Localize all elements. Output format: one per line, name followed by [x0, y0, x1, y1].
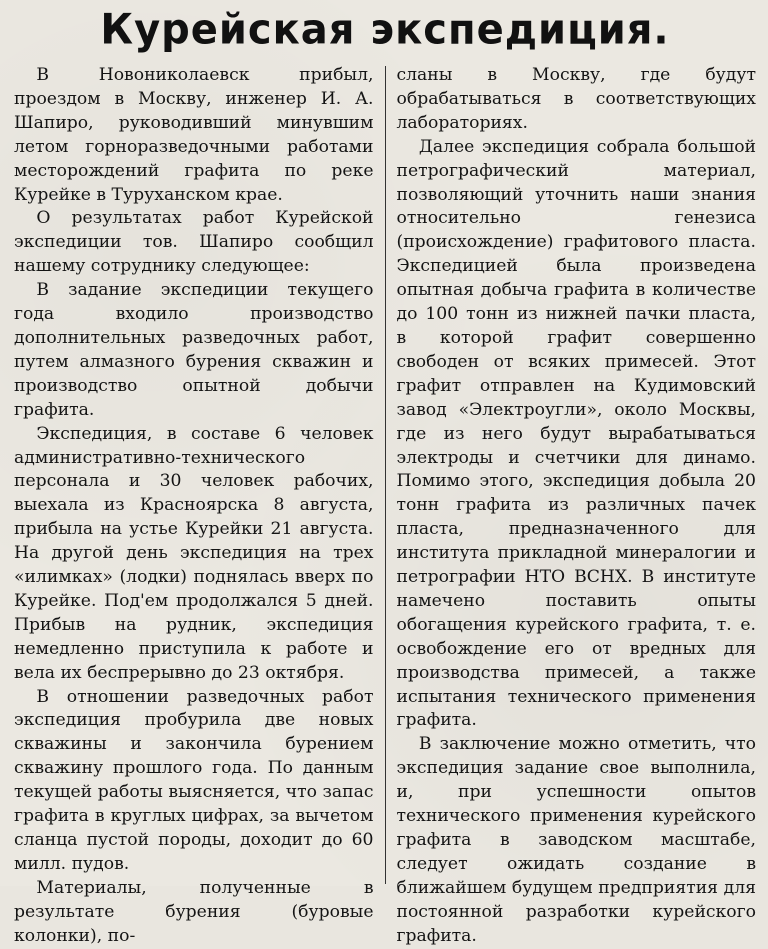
paragraph: Материалы, полученные в результате бурения (буровые колонки), по- [14, 877, 374, 946]
column-divider [385, 66, 386, 884]
article-headline: Курейская экспедиция. [100, 5, 670, 55]
paragraph: В Новониколаевск прибыл, проездом в Москву, инженер И. А. Шапиро, руководивший минувшим летом горноразведочными работами месторождений графита по реке Курейке в Туруханском крае. [14, 65, 374, 205]
paragraph: В задание экспедиции текущего года входило производство дополнительных разведочных работ, путем алмазного бурения скважин и производство опытной добычи графита. [14, 280, 374, 420]
paragraph: Далее экспедиция собрала большой петрографический материал, позволяющий уточнить наши знания относительно генезиса (происхождение) графитового пласта. Экспедицией была произведена опытная добыча графита в количестве до 100 тонн из нижней пачки пласта, в которой графит совершенно свободен от всяких примесей. Этот графит отправлен на Кудимовский завод «Электроугли», около Москвы, где из него будут вырабатываться электроды и счетчики для динамо. Помимо этого, экспедиция добыла 20 тонн графита из различных пачек пласта, предназначенного для института прикладной минералогии и петрографии НТО ВСНХ. В институте намечено поставить опыты обогащения курейского графита, т. е. освобождение его от вредных для производства примесей, а также испытания технического применения графита. [396, 136, 756, 731]
right-column [396, 64, 757, 946]
paragraph: О результатах работ Курейской экспедиции тов. Шапиро сообщил нашему сотруднику следующее: [14, 208, 374, 277]
paragraph: Экспедиция, в составе 6 человек административно-технического персонала и 30 человек рабочих, выехала из Красноярска 8 августа, прибыла на устье Курейки 21 августа. На другой день экспедиция на трех «илимках» (лодки) поднялась вверх по Курейке. Под'ем продолжался 5 дней. Прибыв на рудник, экспедиция немедленно приступила к работе и вела их беспрерывно до 23 октября. [14, 423, 374, 683]
paragraph: В отношении разведочных работ экспедиция пробурила две новых скважины и закончила бурением скважину прошлого года. По данным текущей работы выясняется, что запас графита в круглых цифрах, за вычетом сланца пустой породы, доходит до 60 милл. пудов. [14, 686, 374, 874]
left-column [14, 64, 374, 946]
article-body [14, 64, 756, 946]
paragraph-continuation: сланы в Москву, где будут обрабатываться в соответствующих лабораториях. [396, 65, 756, 133]
paragraph: В заключение можно отметить, что экспедиция задание свое выполнила, и, при успешности опытов технического применения курейского графита в заводском масштабе, следует ожидать создание в ближайшем будущем предприятия для постоянной разработки курейского графита. [396, 734, 756, 946]
